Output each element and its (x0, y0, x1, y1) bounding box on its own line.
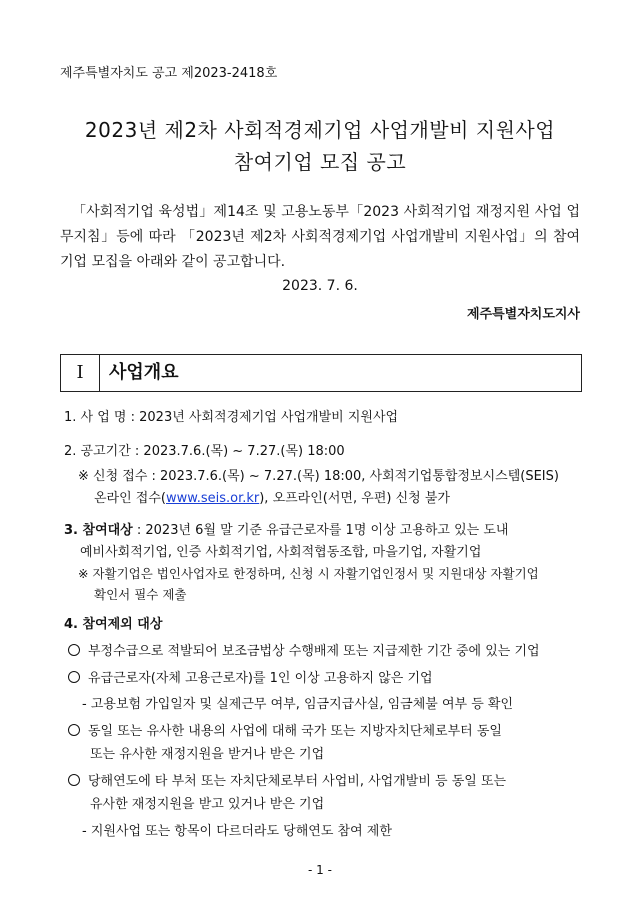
exclusion-item-3 (68, 720, 502, 739)
target-text-line-1: : 2023년 6월 말 기준 유급근로자를 1명 이상 고용하고 있는 도내 (132, 523, 509, 538)
item-label: 1. 사 업 명 : (64, 410, 140, 425)
bullet-circle-icon (68, 671, 80, 683)
notice-date: 2023. 7. 6. (282, 278, 358, 294)
item-exclusion-label: 4. 참여제외 대상 (64, 617, 163, 632)
exclusion-text: 부정수급으로 적발되어 보조금법상 수행배제 또는 지급제한 기간 중에 있는 기업 (88, 644, 540, 659)
section-header (60, 354, 582, 392)
exclusion-item-3-line-2: 또는 유사한 재정지원을 받거나 받은 기업 (90, 747, 325, 762)
apply-text-pre: 온라인 접수( (94, 491, 166, 506)
item-value: 2023.7.6.(목) ~ 7.27.(목) 18:00 (143, 444, 345, 459)
issuer: 제주특별자치도지사 (466, 307, 580, 322)
item-period (64, 440, 345, 459)
apply-text-post: ), 오프라인(서면, 우편) 신청 불가 (259, 491, 450, 506)
intro-paragraph: 「사회적기업 육성법」제14조 및 고용노동부「2023 사회적기업 재정지원 사업 업무지침」등에 따라 「2023년 제2차 사회적경제기업 사업개발비 지원사업」의 참여기업 모집을 아래와 같이 공고합니다. (60, 204, 580, 270)
item-label: 2. 공고기간 : (64, 444, 144, 459)
target-text-line-2: 예비사회적기업, 인증 사회적기업, 사회적협동조합, 마을기업, 자활기업 (80, 545, 482, 560)
item-target (64, 519, 509, 538)
exclusion-item-4 (68, 770, 506, 789)
apply-note-line-1: ※ 신청 접수 : 2023.7.6.(목) ~ 7.27.(목) 18:00, 사회적기업통합정보시스템(SEIS) (78, 469, 559, 484)
target-note-line-1: ※ 자활기업은 법인사업자로 한정하며, 신청 시 자활기업인정서 및 지원대상 자활기업 (78, 566, 539, 581)
bullet-circle-icon (68, 644, 80, 656)
exclusion-item-4-sub: - 지원사업 또는 항목이 다르더라도 당해연도 참여 제한 (82, 824, 392, 839)
bullet-circle-icon (68, 774, 80, 786)
item-label: 3. 참여대상 (64, 523, 133, 538)
exclusion-item-1 (68, 640, 540, 659)
section-number: Ⅰ (61, 355, 100, 391)
exclusion-text: 동일 또는 유사한 내용의 사업에 대해 국가 또는 지방자치단체로부터 동일 (88, 724, 502, 739)
item-business-name (64, 406, 398, 425)
item-value: 2023년 사회적경제기업 사업개발비 지원사업 (139, 410, 399, 425)
exclusion-item-2 (68, 667, 433, 686)
target-note-line-2: 확인서 필수 제출 (94, 587, 187, 602)
exclusion-text: 당해연도에 타 부처 또는 자치단체로부터 사업비, 사업개발비 등 동일 또는 (88, 774, 507, 789)
page-number: - 1 - (308, 863, 332, 877)
section-title: 사업개요 (109, 362, 179, 383)
seis-link[interactable]: www.seis.or.kr (166, 491, 260, 506)
title-line-1: 2023년 제2차 사회적경제기업 사업개발비 지원사업 (84, 118, 556, 142)
notice-number: 제주특별자치도 공고 제2023-2418호 (60, 66, 278, 81)
title-line-2: 참여기업 모집 공고 (233, 150, 407, 174)
bullet-circle-icon (68, 724, 80, 736)
exclusion-text: 유급근로자(자체 고용근로자)를 1인 이상 고용하지 않은 기업 (88, 671, 433, 686)
apply-note-line-2 (94, 487, 450, 506)
exclusion-item-4-line-2: 유사한 재정지원을 받고 있거나 받은 기업 (90, 797, 325, 812)
exclusion-item-2-sub: - 고용보험 가입일자 및 실제근무 여부, 임금지급사실, 임금체불 여부 등 확인 (82, 697, 514, 712)
